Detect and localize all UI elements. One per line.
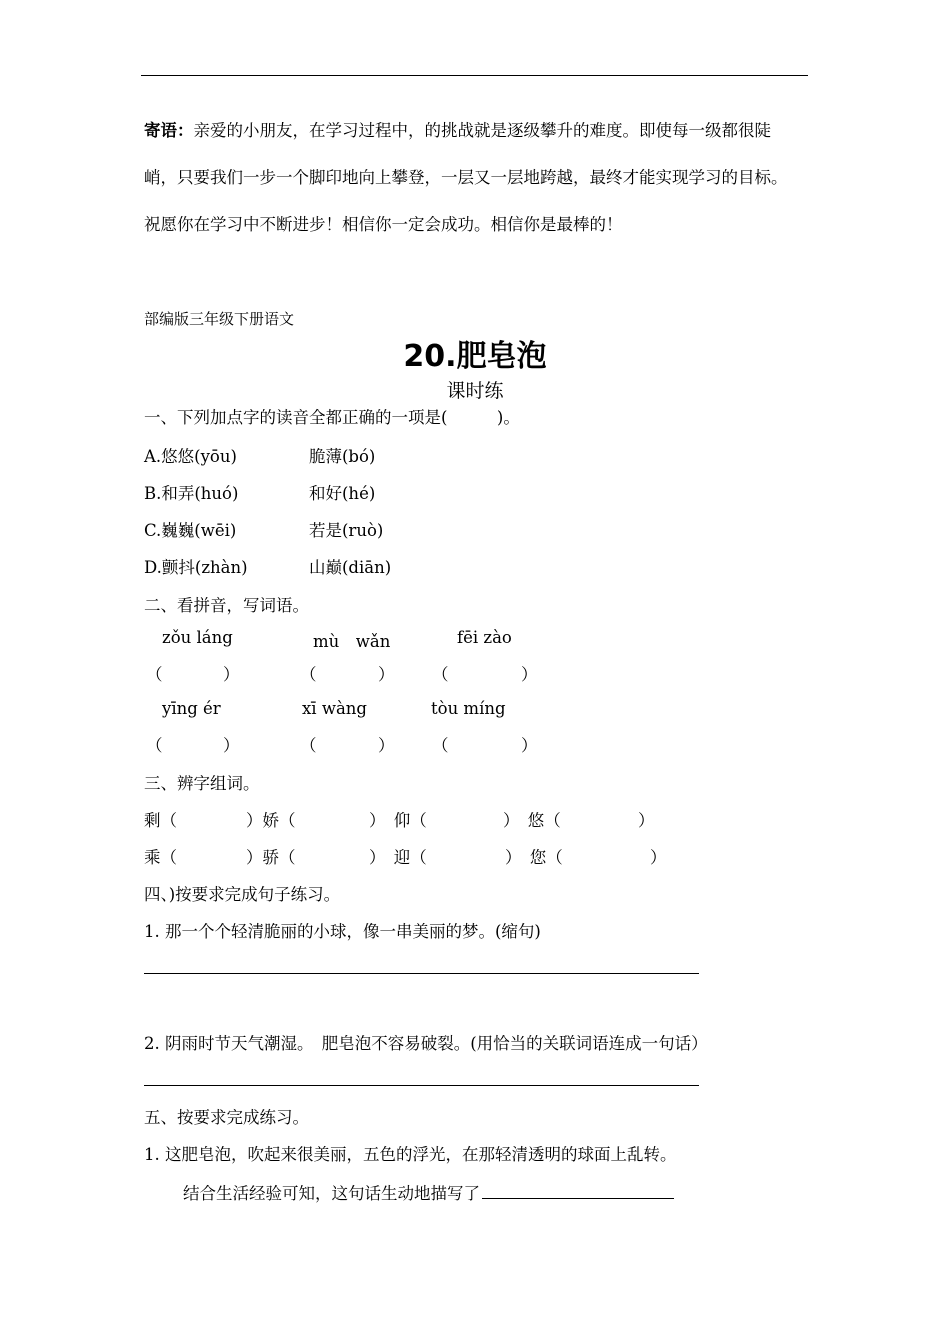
answer-blank[interactable] <box>482 1184 674 1199</box>
section5-prompt: 结合生活经验可知，这句话生动地描写了 <box>183 1184 480 1203</box>
char-item[interactable]: 剩（ <box>144 811 177 830</box>
section1-option-a-left: A.悠悠(yōu) <box>144 447 237 466</box>
char-item[interactable]: ）骄（ <box>246 848 296 867</box>
answer-line-1[interactable] <box>144 973 699 974</box>
message-text-1: 亲爱的小朋友，在学习过程中，的挑战就是逐级攀升的难度。即使每一级都很陡 <box>193 121 771 140</box>
answer-box-open[interactable]: （ <box>432 665 449 684</box>
pinyin-3: fēi zào <box>457 628 512 647</box>
section1-option-a-right: 脆薄(bó) <box>309 447 376 466</box>
answer-box-close[interactable]: ） <box>378 665 395 684</box>
lesson-type: 课时练 <box>446 380 504 402</box>
answer-box-open[interactable]: （ <box>300 665 317 684</box>
message-label: 寄语： <box>144 121 194 140</box>
section1-option-c-left: C.巍巍(wēi) <box>144 521 237 540</box>
answer-box-open[interactable]: （ <box>432 736 449 755</box>
answer-line-2[interactable] <box>144 1085 699 1086</box>
section1-option-d-left: D.颤抖(zhàn) <box>144 558 248 577</box>
char-item[interactable]: ） <box>638 811 655 830</box>
section4-heading: 四、)按要求完成句子练习。 <box>144 885 341 904</box>
section4-question-2: 2. 阴雨时节天气潮湿。 肥皂泡不容易破裂。(用恰当的关联词语连成一句话） <box>144 1034 708 1053</box>
section1-option-d-right: 山巅(diān) <box>309 558 392 577</box>
answer-box-close[interactable]: ） <box>378 736 395 755</box>
section1-question: 一、下列加点字的读音全都正确的一项是( )。 <box>144 408 520 427</box>
answer-box-close[interactable]: ） <box>223 665 240 684</box>
answer-box-close[interactable]: ） <box>521 736 538 755</box>
top-divider <box>141 75 808 76</box>
section3-heading: 三、辨字组词。 <box>144 774 260 793</box>
char-item[interactable]: ） 悠（ <box>503 811 561 830</box>
answer-box-close[interactable]: ） <box>521 665 538 684</box>
answer-box-open[interactable]: （ <box>146 665 163 684</box>
message-line-3: 祝愿你在学习中不断进步！相信你一定会成功。相信你是最棒的！ <box>144 215 623 234</box>
answer-box-close[interactable]: ） <box>223 736 240 755</box>
char-item[interactable]: ） 仰（ <box>369 811 427 830</box>
section1-option-b-left: B.和弄(huó) <box>144 484 239 503</box>
pinyin-2: mù wǎn <box>313 632 391 651</box>
section5-heading: 五、按要求完成练习。 <box>144 1108 309 1127</box>
char-item[interactable]: ） <box>650 848 667 867</box>
answer-box-open[interactable]: （ <box>300 736 317 755</box>
message-line-1 <box>144 117 771 141</box>
pinyin-4: yīng ér <box>162 699 221 718</box>
pinyin-6: tòu míng <box>431 699 506 718</box>
message-line-2: 峭，只要我们一步一个脚印地向上攀登，一层又一层地跨越，最终才能实现学习的目标。 <box>144 168 788 187</box>
char-item[interactable]: ） 您（ <box>505 848 563 867</box>
page-title: 20.肥皂泡 <box>403 339 547 374</box>
pinyin-1: zǒu láng <box>162 628 233 647</box>
char-item[interactable]: 乘（ <box>144 848 177 867</box>
section1-option-b-right: 和好(hé) <box>309 484 376 503</box>
section1-option-c-right: 若是(ruò) <box>309 521 384 540</box>
pinyin-5: xī wàng <box>302 699 367 718</box>
section5-question-1: 1. 这肥皂泡，吹起来很美丽，五色的浮光，在那轻清透明的球面上乱转。 <box>144 1145 677 1164</box>
section2-heading: 二、看拼音，写词语。 <box>144 596 309 615</box>
section5-prompt-line <box>183 1180 674 1204</box>
section4-question-1: 1. 那一个个轻清脆丽的小球，像一串美丽的梦。(缩句) <box>144 922 541 941</box>
char-item[interactable]: ） 迎（ <box>369 848 427 867</box>
answer-box-open[interactable]: （ <box>146 736 163 755</box>
char-item[interactable]: ）娇（ <box>246 811 296 830</box>
document-subtitle: 部编版三年级下册语文 <box>144 310 295 328</box>
